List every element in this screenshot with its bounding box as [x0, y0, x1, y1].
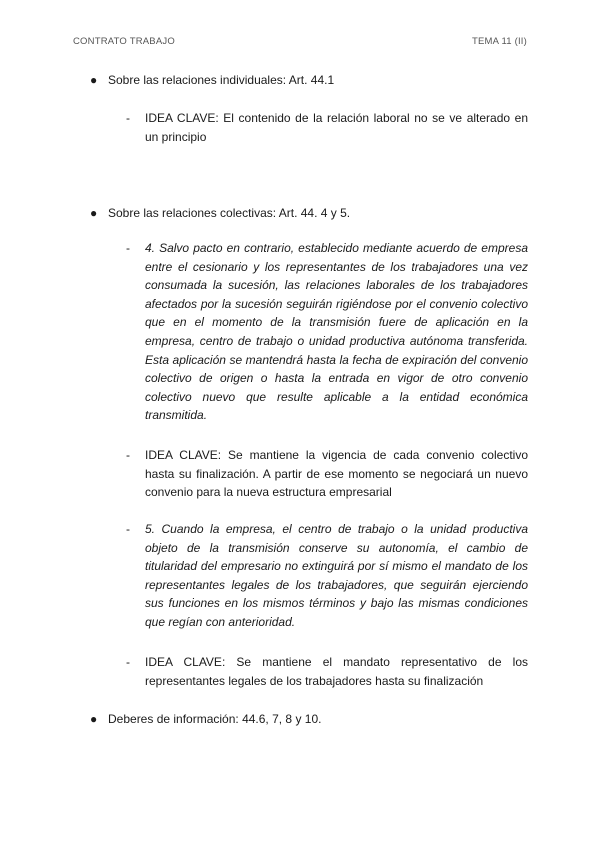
dash-item-art-44-5 [126, 520, 528, 632]
dash-marker: - [126, 655, 130, 669]
bullet-marker: ● [90, 206, 98, 220]
dash-marker: - [126, 241, 130, 255]
bullet-text: Sobre las relaciones individuales: Art. 44.1 [108, 73, 335, 87]
dash-item-text: IDEA CLAVE: Se mantiene el mandato representativo de los representantes legales de los trabajadores hasta su finalización [145, 655, 528, 688]
dash-item-idea-clave-2 [126, 446, 528, 502]
dash-item-idea-clave-1 [126, 109, 528, 146]
header-section-label: TEMA 11 (II) [471, 36, 527, 47]
dash-item-text: 4. Salvo pacto en contrario, establecido mediante acuerdo de empresa entre el cesionario y los representantes de los trabajadores una vez consumada la sucesión, las relaciones laborales de los trabajadores afectados por la sucesión seguirán rigiéndose por el convenio colectivo que en el momento de la transmisión fuere de aplicación en la empresa, centro de trabajo o unidad productiva autónoma transferida. Esta aplicación se mantendrá hasta la fecha de expiración del convenio colectivo de origen o hasta la entrada en vigor de otro convenio colectivo nuevo que resulte aplicable a la entidad económica transmitida. [145, 241, 528, 423]
bullet-marker: ● [90, 712, 98, 726]
dash-item-text: 5. Cuando la empresa, el centro de trabajo o la unidad productiva objeto de la transmisión conserve su autonomía, el cambio de titularidad del empresario no extinguirá por sí mismo el mandato de los representantes legales de los trabajadores, que seguirán ejerciendo sus funciones en los mismos términos y bajo las mismas condiciones que regían con anterioridad. [145, 522, 528, 629]
dash-item-text: IDEA CLAVE: Se mantiene la vigencia de cada convenio colectivo hasta su finalización. A partir de ese momento se negociará un nuevo convenio para la nueva estructura empresarial [145, 448, 528, 500]
dash-marker: - [126, 522, 130, 536]
dash-item-text: IDEA CLAVE: El contenido de la relación laboral no se ve alterado en un principio [145, 111, 528, 144]
dash-item-idea-clave-3 [126, 653, 528, 690]
dash-marker: - [126, 111, 130, 125]
dash-marker: - [126, 448, 130, 462]
bullet-marker: ● [90, 73, 98, 87]
header-document-title: CONTRATO TRABAJO [73, 36, 175, 47]
bullet-text: Sobre las relaciones colectivas: Art. 44. 4 y 5. [108, 206, 351, 220]
bullet-text: Deberes de información: 44.6, 7, 8 y 10. [108, 712, 322, 726]
dash-item-art-44-4 [126, 239, 528, 425]
